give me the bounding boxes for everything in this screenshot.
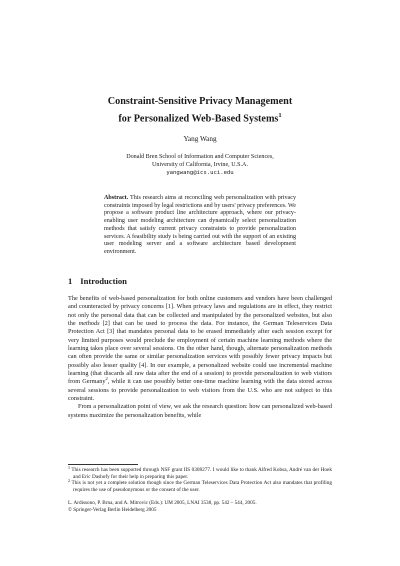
paragraph-1-part-b: [2] that can be used to process the data. For instance, the German Teleservices Data Protection Act [3] that mandates personal data to be erased immediately after each session except for very limited purposes would preclude the employment of certain machine learning methods where the learning takes place over several sessions. On the other hand, though, alternate personalization methods can often provide the same or similar personalization services with possibly fewer privacy impacts but possibly also lesser quality [4]. In our example, a personalized website could use incremental machine learning (that discards all raw data after the end of a session) to provide personalization to web visitors from Germany: [68, 320, 333, 386]
publication-info: [68, 500, 332, 514]
body-text: [68, 295, 332, 420]
abstract: [104, 195, 296, 257]
title-line-2: for Personalized Web-Based Systems: [118, 113, 279, 125]
paper-title: [60, 95, 340, 126]
footnote-2: [68, 480, 332, 493]
paragraph-1: [68, 295, 332, 403]
author-email: yangwang@ics.uci.edu: [166, 170, 234, 176]
title-footnote-mark: 1: [278, 112, 282, 119]
affiliation: [60, 153, 340, 177]
copyright-notice: © Springer-Verlag Berlin Heidelberg 2005: [68, 506, 157, 513]
section-heading: [68, 276, 127, 286]
paragraph-1-part-c: , while it can use possibly better one-time machine learning with the data stored across several sessions to provide personalization to web visitors from the U.S. who are not subject to this constraint.: [68, 378, 332, 403]
author-name: Yang Wang: [183, 135, 217, 143]
publication-citation: L. Ardissono, P. Brna, and A. Mitrovic (Eds.): UM 2005, LNAI 3538, pp. 542 – 544, 2005.: [68, 500, 257, 506]
footnote-divider: [68, 464, 138, 465]
affiliation-line-1: Donald Bren School of Information and Computer Sciences,: [126, 154, 274, 160]
title-line-1: Constraint-Sensitive Privacy Management: [107, 96, 293, 107]
abstract-text: This research aims at reconciling web personalization with privacy constraints imposed by legal restrictions and by users' privacy preferences. We propose a software product line architecture approach, where our privacy-enabling user modeling architecture can dynamically select personalization methods that satisfy current privacy constraints to provide personalization services. A feasibility study is being carried out with the support of an existing user modeling server and a software architecture based development environment.: [104, 195, 296, 255]
footnote-2-mark: 2: [68, 478, 70, 484]
footnote-2-text: This is not yet a complete solution though since the German Teleservices Data Protection Act also mandates that profiling requires the use of pseudonymous or the consent of the user.: [70, 480, 332, 494]
abstract-label: Abstract.: [104, 195, 129, 201]
footnote-ref-2: 2: [105, 376, 108, 382]
footnote-1-mark: 1: [68, 465, 70, 470]
paragraph-1-italic: methods: [78, 320, 100, 328]
paragraph-1-part-a: The benefits of web-based personalization for both online customers and vendors have been challenged and counteracted by privacy concerns [1]. When privacy laws and regulations are in effect, they restrict not only the personal data that can be collected and manipulated by the personalized websites, but also the: [68, 295, 332, 328]
footnotes: [68, 467, 332, 494]
affiliation-line-2: University of California, Irvine, U.S.A.: [152, 162, 248, 168]
paragraph-2: From a personalization point of view, we ask the research question: how can personalized web-based systems maximize the personalization benefits, while: [68, 403, 332, 419]
section-title: Introduction: [80, 276, 127, 286]
footnote-1-text: This research has been supported through NSF grant IIS 0308277. I would like to thank Alfred Kobsa, André van der Hoek and Eric Dashofy for their help in preparing this paper.: [70, 467, 332, 480]
section-number: 1: [68, 276, 73, 286]
footnote-1: [68, 467, 332, 480]
